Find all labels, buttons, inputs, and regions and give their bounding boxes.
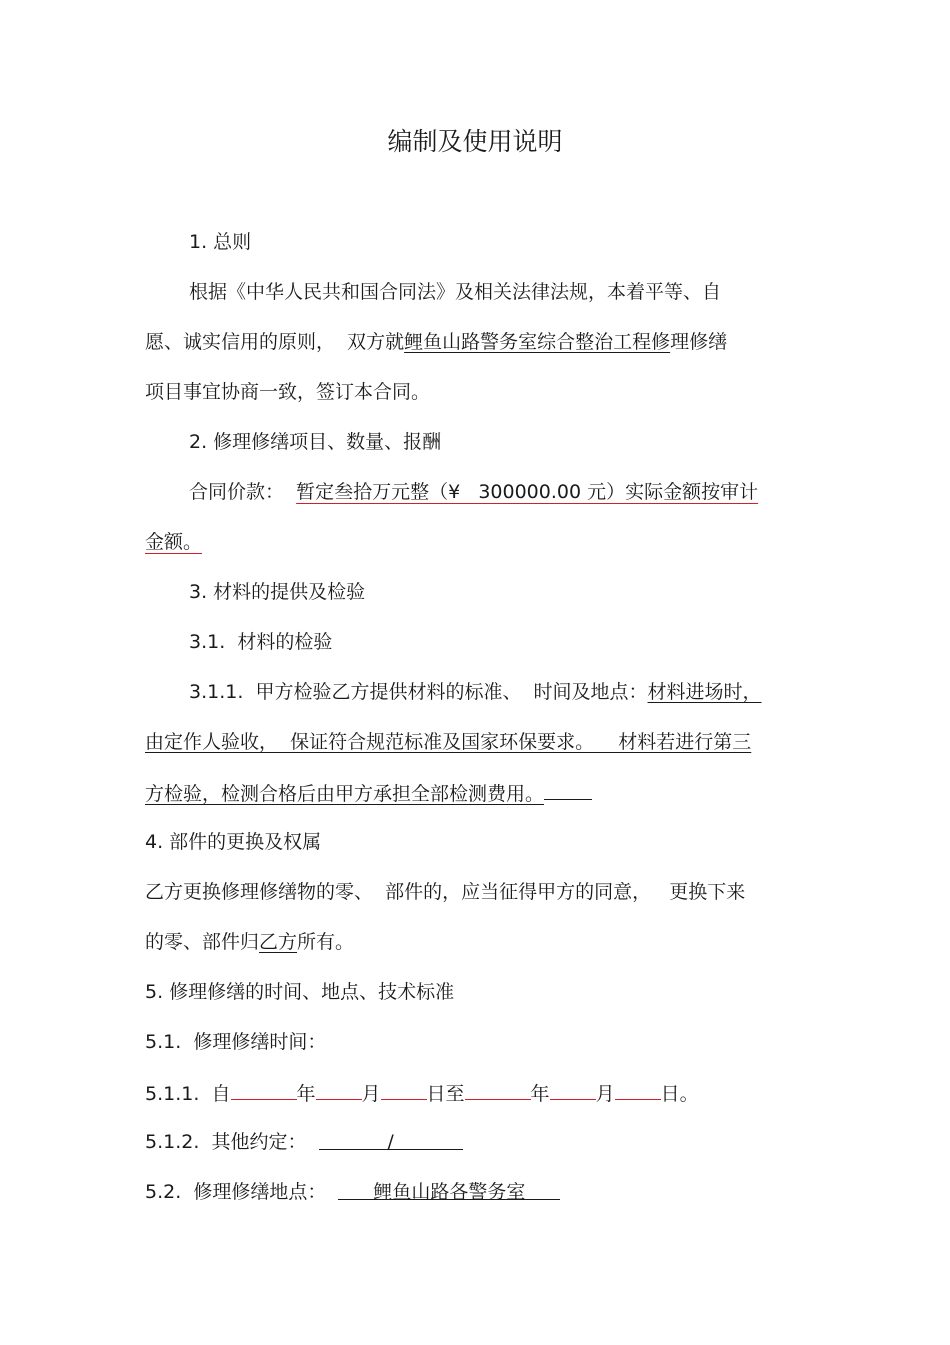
section-3-1-1-line-3: [145, 779, 592, 807]
price-label: 合同价款：: [189, 481, 285, 503]
section-1-line-2-a: 愿、诚实信用的原则， 双方就: [145, 331, 405, 353]
end-day-label: 日。: [660, 1083, 699, 1105]
section-2-heading: 2. 修理修缮项目、数量、报酬: [189, 431, 442, 453]
start-day-to-label: 日至: [426, 1083, 465, 1105]
page-title: 编制及使用说明: [387, 127, 563, 156]
end-day-blank[interactable]: [615, 1079, 661, 1100]
price-value: 暂定叁拾万元整（¥ 300000.00 元）实际金额按审计: [296, 481, 759, 503]
date-from-label: 自: [211, 1083, 231, 1105]
section-3-1-1-line-2: [145, 729, 751, 755]
repair-place-line: [145, 1179, 560, 1205]
section-3-1-heading: 3.1. 材料的检验: [189, 631, 333, 653]
start-month-blank[interactable]: [316, 1079, 362, 1100]
section-4-line-2-a: 的零、部件归: [145, 931, 260, 953]
section-4-line-1: 乙方更换修理修缮物的零、 部件的，应当征得甲方的同意， 更换下来: [145, 881, 746, 903]
section-1-heading: 1. 总则: [189, 231, 252, 253]
date-item-number: 5.1.1.: [145, 1083, 200, 1105]
parts-owner: 乙方: [259, 931, 298, 953]
other-terms-value[interactable]: /: [319, 1129, 463, 1150]
end-year-label: 年: [530, 1083, 550, 1105]
section-1-line-2: [145, 329, 727, 355]
section-4-line-2-c: 所有。: [297, 931, 355, 953]
inspection-terms-a: 材料进场时，: [647, 681, 762, 703]
inspection-terms-tail: [544, 779, 592, 800]
inspection-terms-c: 方检验，检测合格后由甲方承担全部检测费用。: [145, 783, 545, 805]
price-continuation: [145, 529, 202, 555]
section-3-1-1-label: 3.1.1. 甲方检验乙方提供材料的标准、 时间及地点：: [189, 681, 648, 703]
other-terms-label: 其他约定：: [211, 1131, 307, 1153]
price-value-cont: 金额。: [145, 531, 203, 553]
end-month-label: 月: [595, 1083, 615, 1105]
section-4-heading: 4. 部件的更换及权属: [145, 831, 322, 853]
start-day-blank[interactable]: [381, 1079, 427, 1100]
section-5-heading: 5. 修理修缮的时间、地点、技术标准: [145, 981, 455, 1003]
other-terms-line: [145, 1129, 463, 1155]
repair-place-label: 5.2. 修理修缮地点：: [145, 1181, 327, 1203]
start-year-blank[interactable]: [231, 1079, 297, 1100]
project-name: 鲤鱼山路警务室综合整治工程修: [404, 331, 671, 353]
section-5-1-heading: 5.1. 修理修缮时间：: [145, 1031, 327, 1053]
section-4-line-2: [145, 929, 354, 955]
start-month-label: 月: [361, 1083, 381, 1105]
section-1-line-3: 项目事宜协商一致，签订本合同。: [145, 381, 431, 403]
price-line: [189, 479, 758, 505]
end-year-blank[interactable]: [465, 1079, 531, 1100]
section-3-1-1-line-1: [189, 679, 762, 705]
inspection-terms-b: 由定作人验收， 保证符合规范标准及国家环保要求。 材料若进行第三: [145, 731, 752, 753]
date-line: [145, 1079, 699, 1107]
section-1-line-2-c: 理修缮: [670, 331, 728, 353]
start-year-label: 年: [296, 1083, 316, 1105]
end-month-blank[interactable]: [550, 1079, 596, 1100]
section-3-heading: 3. 材料的提供及检验: [189, 581, 366, 603]
section-1-line-1: 根据《中华人民共和国合同法》及相关法律法规，本着平等、自: [189, 281, 722, 303]
other-terms-number: 5.1.2.: [145, 1131, 200, 1153]
repair-place-value[interactable]: 鲤鱼山路各警务室: [338, 1179, 560, 1200]
